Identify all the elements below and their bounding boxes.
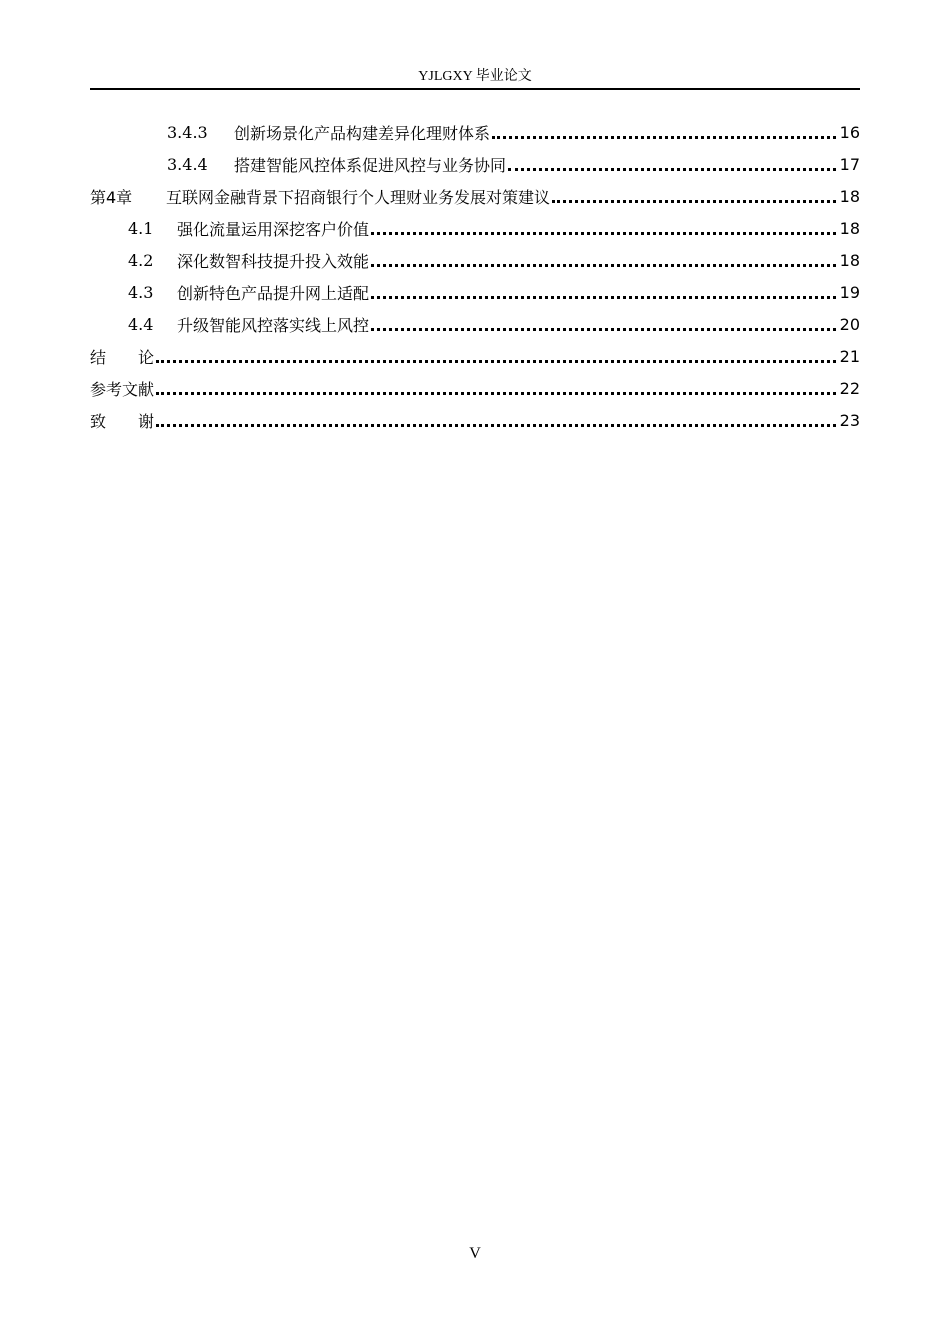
toc-leader-dots bbox=[492, 118, 836, 139]
toc-entry-3-4-4[interactable] bbox=[90, 148, 860, 180]
page-number: V bbox=[469, 1245, 481, 1262]
toc-leader-dots bbox=[156, 342, 836, 363]
toc-entry-title: 升级智能风控落实线上风控 bbox=[177, 315, 370, 335]
toc-entry-4-3[interactable] bbox=[90, 276, 860, 308]
toc-entry-4-4[interactable] bbox=[90, 308, 860, 340]
toc-entry-number: 3.4.3 bbox=[167, 122, 208, 142]
toc-entry-title: 强化流量运用深挖客户价值 bbox=[177, 219, 370, 239]
toc-leader-dots bbox=[552, 182, 836, 203]
toc-entry-page: 17 bbox=[839, 154, 860, 174]
toc-leader-dots bbox=[371, 246, 836, 267]
toc-entry-references[interactable] bbox=[90, 372, 860, 404]
toc-entry-number: 4.3 bbox=[128, 282, 154, 302]
toc-entry-title: 创新场景化产品构建差异化理财体系 bbox=[234, 123, 491, 143]
toc-entry-title: 参考文献 bbox=[90, 379, 155, 399]
toc-entry-page: 18 bbox=[839, 218, 860, 238]
toc-entry-acknowledgements[interactable] bbox=[90, 404, 860, 436]
toc-leader-dots bbox=[371, 278, 836, 299]
toc-entry-number: 第4章 bbox=[90, 187, 133, 207]
toc-entry-page: 18 bbox=[839, 250, 860, 270]
toc-entry-4-2[interactable] bbox=[90, 244, 860, 276]
toc-entry-3-4-3[interactable] bbox=[90, 116, 860, 148]
toc-entry-page: 16 bbox=[839, 122, 860, 142]
toc-entry-title: 搭建智能风控体系促进风控与业务协同 bbox=[234, 155, 507, 175]
toc-entry-title: 结 论 bbox=[90, 347, 155, 367]
toc-entry-page: 22 bbox=[839, 378, 860, 398]
toc-entry-page: 19 bbox=[839, 282, 860, 302]
table-of-contents bbox=[90, 116, 860, 436]
toc-leader-dots bbox=[508, 150, 836, 171]
toc-leader-dots bbox=[371, 310, 836, 331]
toc-leader-dots bbox=[156, 406, 836, 427]
toc-entry-title: 致 谢 bbox=[90, 411, 155, 431]
toc-entry-number: 4.4 bbox=[128, 314, 154, 334]
toc-entry-title: 创新特色产品提升网上适配 bbox=[177, 283, 370, 303]
toc-entry-page: 21 bbox=[839, 346, 860, 366]
toc-entry-page: 20 bbox=[839, 314, 860, 334]
toc-entry-page: 23 bbox=[839, 410, 860, 430]
toc-entry-number: 3.4.4 bbox=[167, 154, 208, 174]
toc-entry-chapter-4[interactable] bbox=[90, 180, 860, 212]
toc-entry-conclusion[interactable] bbox=[90, 340, 860, 372]
toc-entry-page: 18 bbox=[839, 186, 860, 206]
toc-entry-title: 深化数智科技提升投入效能 bbox=[177, 251, 370, 271]
toc-entry-number: 4.2 bbox=[128, 250, 154, 270]
toc-entry-title: 互联网金融背景下招商银行个人理财业务发展对策建议 bbox=[166, 187, 551, 207]
toc-entry-number: 4.1 bbox=[128, 218, 154, 238]
toc-entry-4-1[interactable] bbox=[90, 212, 860, 244]
page-header: YJLGXY 毕业论文 bbox=[90, 66, 860, 90]
toc-leader-dots bbox=[371, 214, 836, 235]
toc-leader-dots bbox=[156, 374, 836, 395]
